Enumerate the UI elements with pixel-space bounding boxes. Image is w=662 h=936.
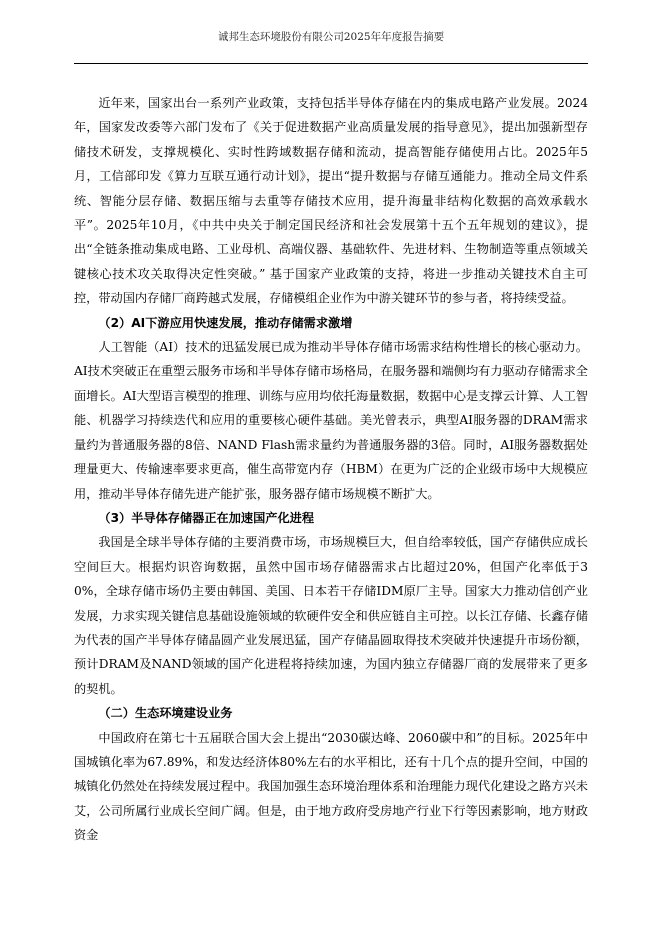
paragraph-ai-demand: 人工智能（AI）技术的迅猛发展已成为推动半导体存储市场需求结构性增长的核心驱动力。AI技术突破正在重塑云服务市场和半导体存储市场格局，在服务器和端侧均有力驱动存储需求全面增长。AI大型语言模型的推理、训练与应用均依托海量数据，数据中心是支撑云计算、人工智能、机器学习持续迭代和应用的重要核心硬件基础。美光曾表示，典型AI服务器的DRAM需求量约为普通服务器的8倍、NAND Flash需求量约为普通服务器的3倍。同时，AI服务器数据处理量更大、传输速率要求更高，催生高带宽内存（HBM）在更为广泛的企业级市场中大规模应用，推动半导体存储先进产能扩张，服务器存储市场规模不断扩大。 <box>74 340 588 501</box>
body-text <box>74 91 588 848</box>
heading-domestic-substitution: （3）半导体存储器正在加速国产化进程 <box>98 510 315 525</box>
running-header: 诚邦生态环境股份有限公司2025年年度报告摘要 <box>217 31 445 43</box>
header-rule <box>74 63 588 64</box>
paragraph-industry-policy: 近年来，国家出台一系列产业政策，支持包括半导体存储在内的集成电路产业发展。2024年，国家发改委等六部门发布了《关于促进数据产业高质量发展的指导意见》，提出加强新型存储技术研发，支撑规模化、实时性跨域数据存储和流动，提高智能存储使用占比。2025年5月，工信部印发《算力互联互通行动计划》，提出“提升数据与存储互通能力。推动全局文件系统、智能分层存储、数据压缩与去重等存储技术应用，提升海量非结构化数据的高效承载水平”。2025年10月，《中共中央关于制定国民经济和社会发展第十五个五年规划的建议》，提出“全链条推动集成电路、工业母机、高端仪器、基础软件、先进材料、生物制造等重点领域关键核心技术攻关取得决定性突破。” 基于国家产业政策的支持，将进一步推动关键技术自主可控，带动国内存储厂商跨越式发展，存储模组企业作为中游关键环节的参与者，将持续受益。 <box>74 96 588 306</box>
heading-eco-environment: （二）生态环境建设业务 <box>98 706 233 721</box>
paragraph-eco-environment: 中国政府在第七十五届联合国大会上提出“2030碳达峰、2060碳中和”的目标。2025年中国城镇化率为67.89%，和发达经济体80%左右的水平相比，还有十几个点的提升空间，中国的城镇化仍然处在持续发展过程中。我国加强生态环境治理体系和治理能力现代化建设之路方兴未艾，公司所属行业成长空间广阔。但是，由于地方政府受房地产行业下行等因素影响，地方财政资金 <box>74 730 588 843</box>
heading-ai-demand: （2）AI下游应用快速发展，推动存储需求激增 <box>98 315 353 330</box>
paragraph-domestic-substitution: 我国是全球半导体存储的主要消费市场，市场规模巨大，但自给率较低，国产存储供应成长空间巨大。根据灼识咨询数据，虽然中国市场存储器需求占比超过20%，但国产化率低于30%，全球存储市场仍主要由韩国、美国、日本若干存储IDM原厂主导。国家大力推动信创产业发展，力求实现关键信息基础设施领域的软硬件安全和供应链自主可控。以长江存储、长鑫存储为代表的国产半导体存储晶圆产业发展迅猛，国产存储晶圆取得技术突破并快速提升市场份额，预计DRAM及NAND领域的国产化进程将持续加速，为国内独立存储器厂商的发展带来了更多的契机。 <box>74 535 588 696</box>
